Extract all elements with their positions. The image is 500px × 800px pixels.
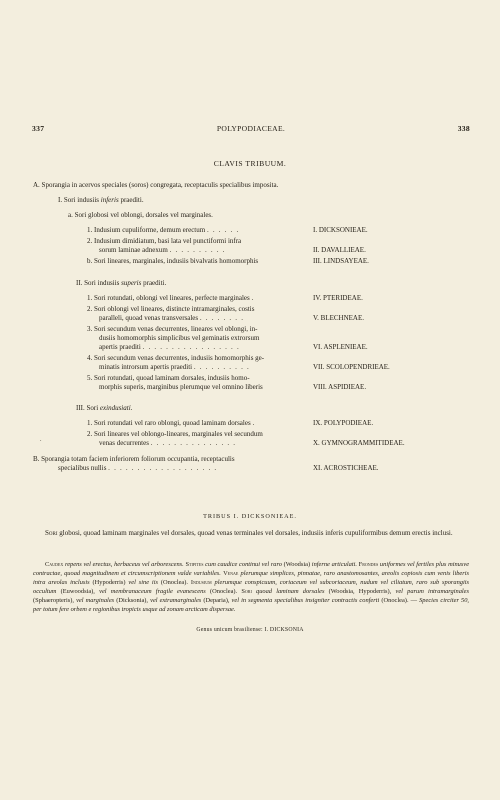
page-number-right: 338 [457, 124, 470, 133]
key-line-I: I. Sori indusiis inferis praediti. [58, 196, 144, 204]
tribe-label-2: II. DAVALLIEAE. [313, 246, 366, 254]
tribe-label-8: VIII. ASPIDIEAE. [313, 383, 367, 391]
key-line-b: b. Sori lineares, marginales, indusiis bivalvatis homomorphis [87, 257, 259, 265]
tribe-label-10: X. GYMNOGRAMMITIDEAE. [313, 439, 405, 447]
key-item-1: 1. Indusium cupuliforme, demum erectum . . . . . . [87, 226, 240, 234]
running-title: POLYPODIACEAE. [216, 124, 286, 133]
margin-mark: . [40, 437, 42, 443]
key-item-ii3a: 3. Sori secundum venas decurrentes, lineares vel oblongi, in- [87, 325, 258, 333]
clavis-title: CLAVIS TRIBUUM. [213, 159, 287, 168]
key-line-III: III. Sori exindusiati. [76, 404, 133, 412]
tribe-label-7: VII. SCOLOPENDRIEAE. [313, 363, 390, 371]
key-item-iii2b: venas decurrentes . . . . . . . . . . . . . . . [99, 439, 237, 447]
key-item-2b: sorum laminae adnexum . . . . . . . . . . [99, 246, 226, 254]
key-item-iii2a: 2. Sori lineares vel oblongo-lineares, marginales vel secundum [87, 430, 263, 438]
key-line-B-a: B. Sporangia totam faciem inferiorem foliorum occupantia, receptaculis [33, 455, 235, 463]
genus-line: Genus unicum brasiliense: I. DICKSONIA [196, 627, 304, 633]
key-item-ii1: 1. Sori rotundati, oblongi vel lineares, perfecte marginales . [87, 294, 255, 302]
key-item-iii1: 1. Sori rotundati vel raro oblongi, quoad laminam dorsales . [87, 419, 256, 427]
key-line-a: a. Sori globosi vel oblongi, dorsales vel marginales. [68, 211, 213, 219]
key-item-ii5b: morphis superis, marginibus plerumque vel omnino liberis [99, 383, 263, 391]
tribus-title: TRIBUS I. DICKSONIEAE. [203, 513, 297, 520]
tribus-description: Caudex repens vel erectus, herbaceus vel arborescens. Stipites cum caudice continui vel raro (Woodsia) inferne articulati. Frondes uniformes vel fertiles plus minusve contractae, quoad magnitudinem et circumscriptionem valde variabiles. Venae plerumque simplices, pinnatae, raro anastomosantes, areolis copiosis cum venis liberis intra areolas inclusis (Hypoderris) vel sine iis (Onoclea). Indusium plerumque conspicuum, coriaceum vel subcoriaceum, nudum vel ciliatum, raro sub sporangiis occultum (Euwoodsia), vel membranaceum fragile evanescens (Onoclea). Sori quoad laminam dorsales (Woodsia, Hypoderris), vel parum intramarginales (Sphaeropteris), vel marginales (Dicksonia), vel extramarginales (Deparia), vel in segmenta specialibus insigniter contractis conferti (Onoclea). — Species circiter 50, per totum fere orbem e regionibus tropicis usque ad zonam arcticam dispersae. [33, 561, 470, 613]
key-line-II: II. Sori indusiis superis praediti. [76, 279, 167, 287]
page-header [32, 124, 470, 136]
key-item-ii2b: paralleli, quoad venas transversales . . . . . . . . [99, 314, 245, 322]
tribe-label-11: XI. ACROSTICHEAE. [313, 464, 379, 472]
key-item-ii3b: dusiis homomorphis simplicibus vel geminatis extrorsum [99, 334, 260, 342]
tribe-label-1: I. DICKSONIEAE. [313, 226, 368, 234]
key-line-B-b: specialibus nullis . . . . . . . . . . . . . . . . . . . [58, 464, 218, 472]
key-item-ii5a: 5. Sori rotundati, quoad laminam dorsales, indusiis homo- [87, 374, 250, 382]
key-line-A: A. Sporangia in acervos speciales (soros) congregata, receptaculis specialibus imposita. [33, 181, 279, 189]
tribe-label-6: VI. ASPLENIEAE. [313, 343, 368, 351]
tribe-label-3: III. LINDSAYEAE. [313, 257, 369, 265]
key-item-ii4a: 4. Sori secundum venas decurrentes, indusiis homomorphis ge- [87, 354, 265, 362]
tribus-intro: Sori globosi, quoad laminam marginales vel dorsales, quoad venas terminales vel dorsales, indusiis inferis cupuliformibus demum erectis inclusi. [45, 529, 453, 537]
key-item-ii4b: minatis introrsum apertis praediti . . . . . . . . . . [99, 363, 250, 371]
tribe-label-5: V. BLECHNEAE. [313, 314, 365, 322]
tribe-label-9: IX. POLYPODIEAE. [313, 419, 374, 427]
key-item-ii3c: apertis praediti . . . . . . . . . . . . . . . . . [99, 343, 240, 351]
page-number-left: 337 [32, 124, 45, 133]
key-item-2a: 2. Indusium dimidiatum, basi lata vel punctiformi infra [87, 237, 242, 245]
key-item-ii2a: 2. Sori oblongi vel lineares, distincte intramarginales, costis [87, 305, 255, 313]
tribe-label-4: IV. PTERIDEAE. [313, 294, 363, 302]
